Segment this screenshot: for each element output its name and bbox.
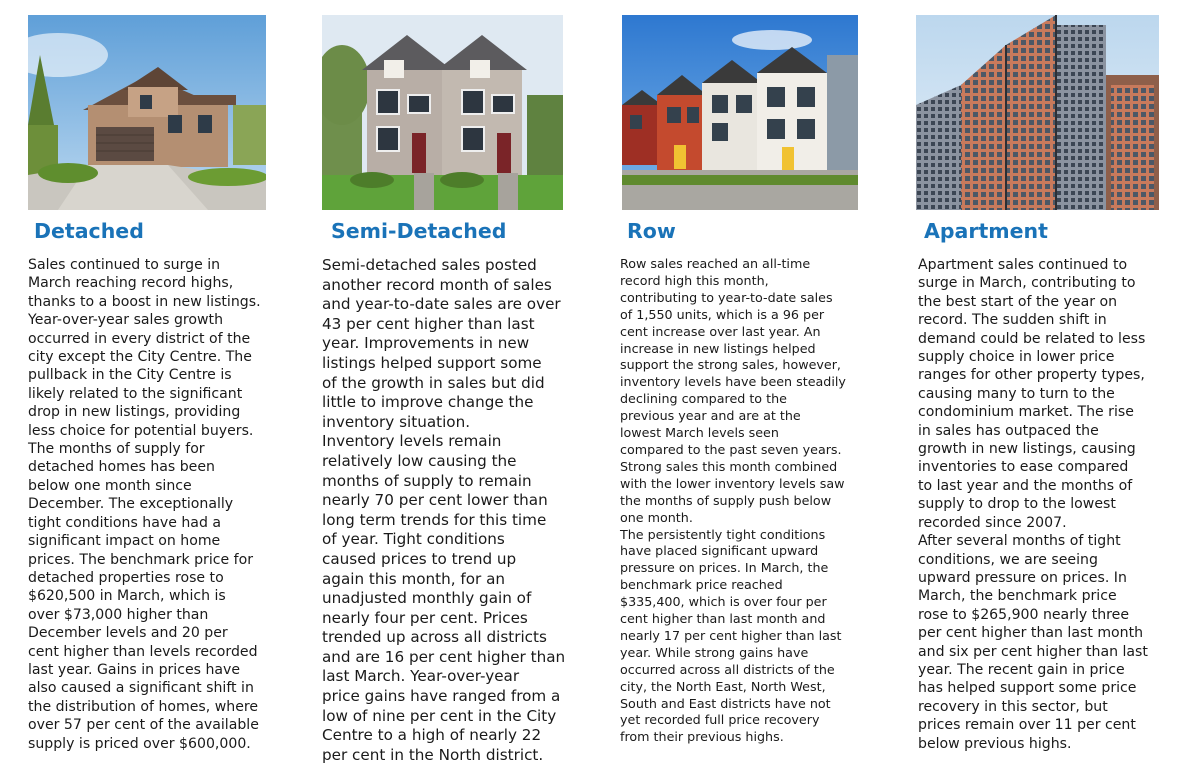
detached-house-photo xyxy=(28,15,266,210)
section-body: Apartment sales continued to surge in March, contributing to the best start of the year on record. The sudden shift in demand could be related to less supply choice in lower price ranges for other property types, causing many to turn to the condominium market. The rise in sales has outpaced the growth in new listings, causing inventories to ease compared to last year and the months of supply to drop to the lowest recorded since 2007. After several months of tight conditions, we are seeing upward pressure on prices. In March, the benchmark price rose to $265,900 nearly three per cent higher than last month and six per cent higher than last year. The recent gain in price has helped support some price recovery in this sector, but prices remain over 11 per cent below previous highs. xyxy=(918,257,1148,752)
semi-detached-house-photo xyxy=(322,15,563,210)
section-title: Apartment xyxy=(924,219,1048,243)
row-house-photo xyxy=(622,15,858,210)
section-body: Semi-detached sales posted another record month of sales and year-to-date sales are over 43 per cent higher than last year. Improvements in new listings helped support some of the growth in sales but did little to improve change the inventory situation. Inventory levels remain relatively low causing the months of supply to remain nearly 70 per cent lower than long term trends for this time of year. Tight conditions caused prices to trend up again this month, for an unadjusted monthly gain of nearly four per cent. Prices trended up across all districts and are 16 per cent higher than last March. Year-over-year price gains have ranged from a low of nine per cent in the City Centre to a high of nearly 22 per cent in the North district. xyxy=(322,256,566,764)
section-body: Row sales reached an all-time record high this month, contributing to year-to-date sales of 1,550 units, which is a 96 per cent increase over last year. An increase in new listings helped support the strong sales, however, inventory levels have been steadily declining compared to the previous year and are at the lowest March levels seen compared to the past seven years. Strong sales this month combined with the lower inventory levels saw the months of supply push below one month. The persistently tight conditions have placed significant upward pressure on prices. In March, the benchmark price reached $335,400, which is over four per cent higher than last month and nearly 17 per cent higher than last year. While strong gains have occurred across all districts of the city, the North East, North West, South and East districts have not yet recorded full price recovery from their previous highs. xyxy=(620,256,846,745)
section-title: Semi-Detached xyxy=(331,219,507,243)
section-title: Detached xyxy=(34,219,144,243)
section-title: Row xyxy=(627,219,676,243)
section-body: Sales continued to surge in March reaching record highs, thanks to a boost in new listings. Year-over-year sales growth occurred in every district of the city except the City Centre. The pullback in the City Centre is likely related to the significant drop in new listings, providing less choice for potential buyers. The months of supply for detached homes has been below one month since December. The exceptionally tight conditions have had a significant impact on home prices. The benchmark price for detached properties rose to $620,500 in March, which is over $73,000 higher than December levels and 20 per cent higher than levels recorded last year. Gains in prices have also caused a significant shift in the distribution of homes, where over 57 per cent of the available supply is priced over $600,000. xyxy=(28,257,261,752)
apartment-building-photo xyxy=(916,15,1159,210)
